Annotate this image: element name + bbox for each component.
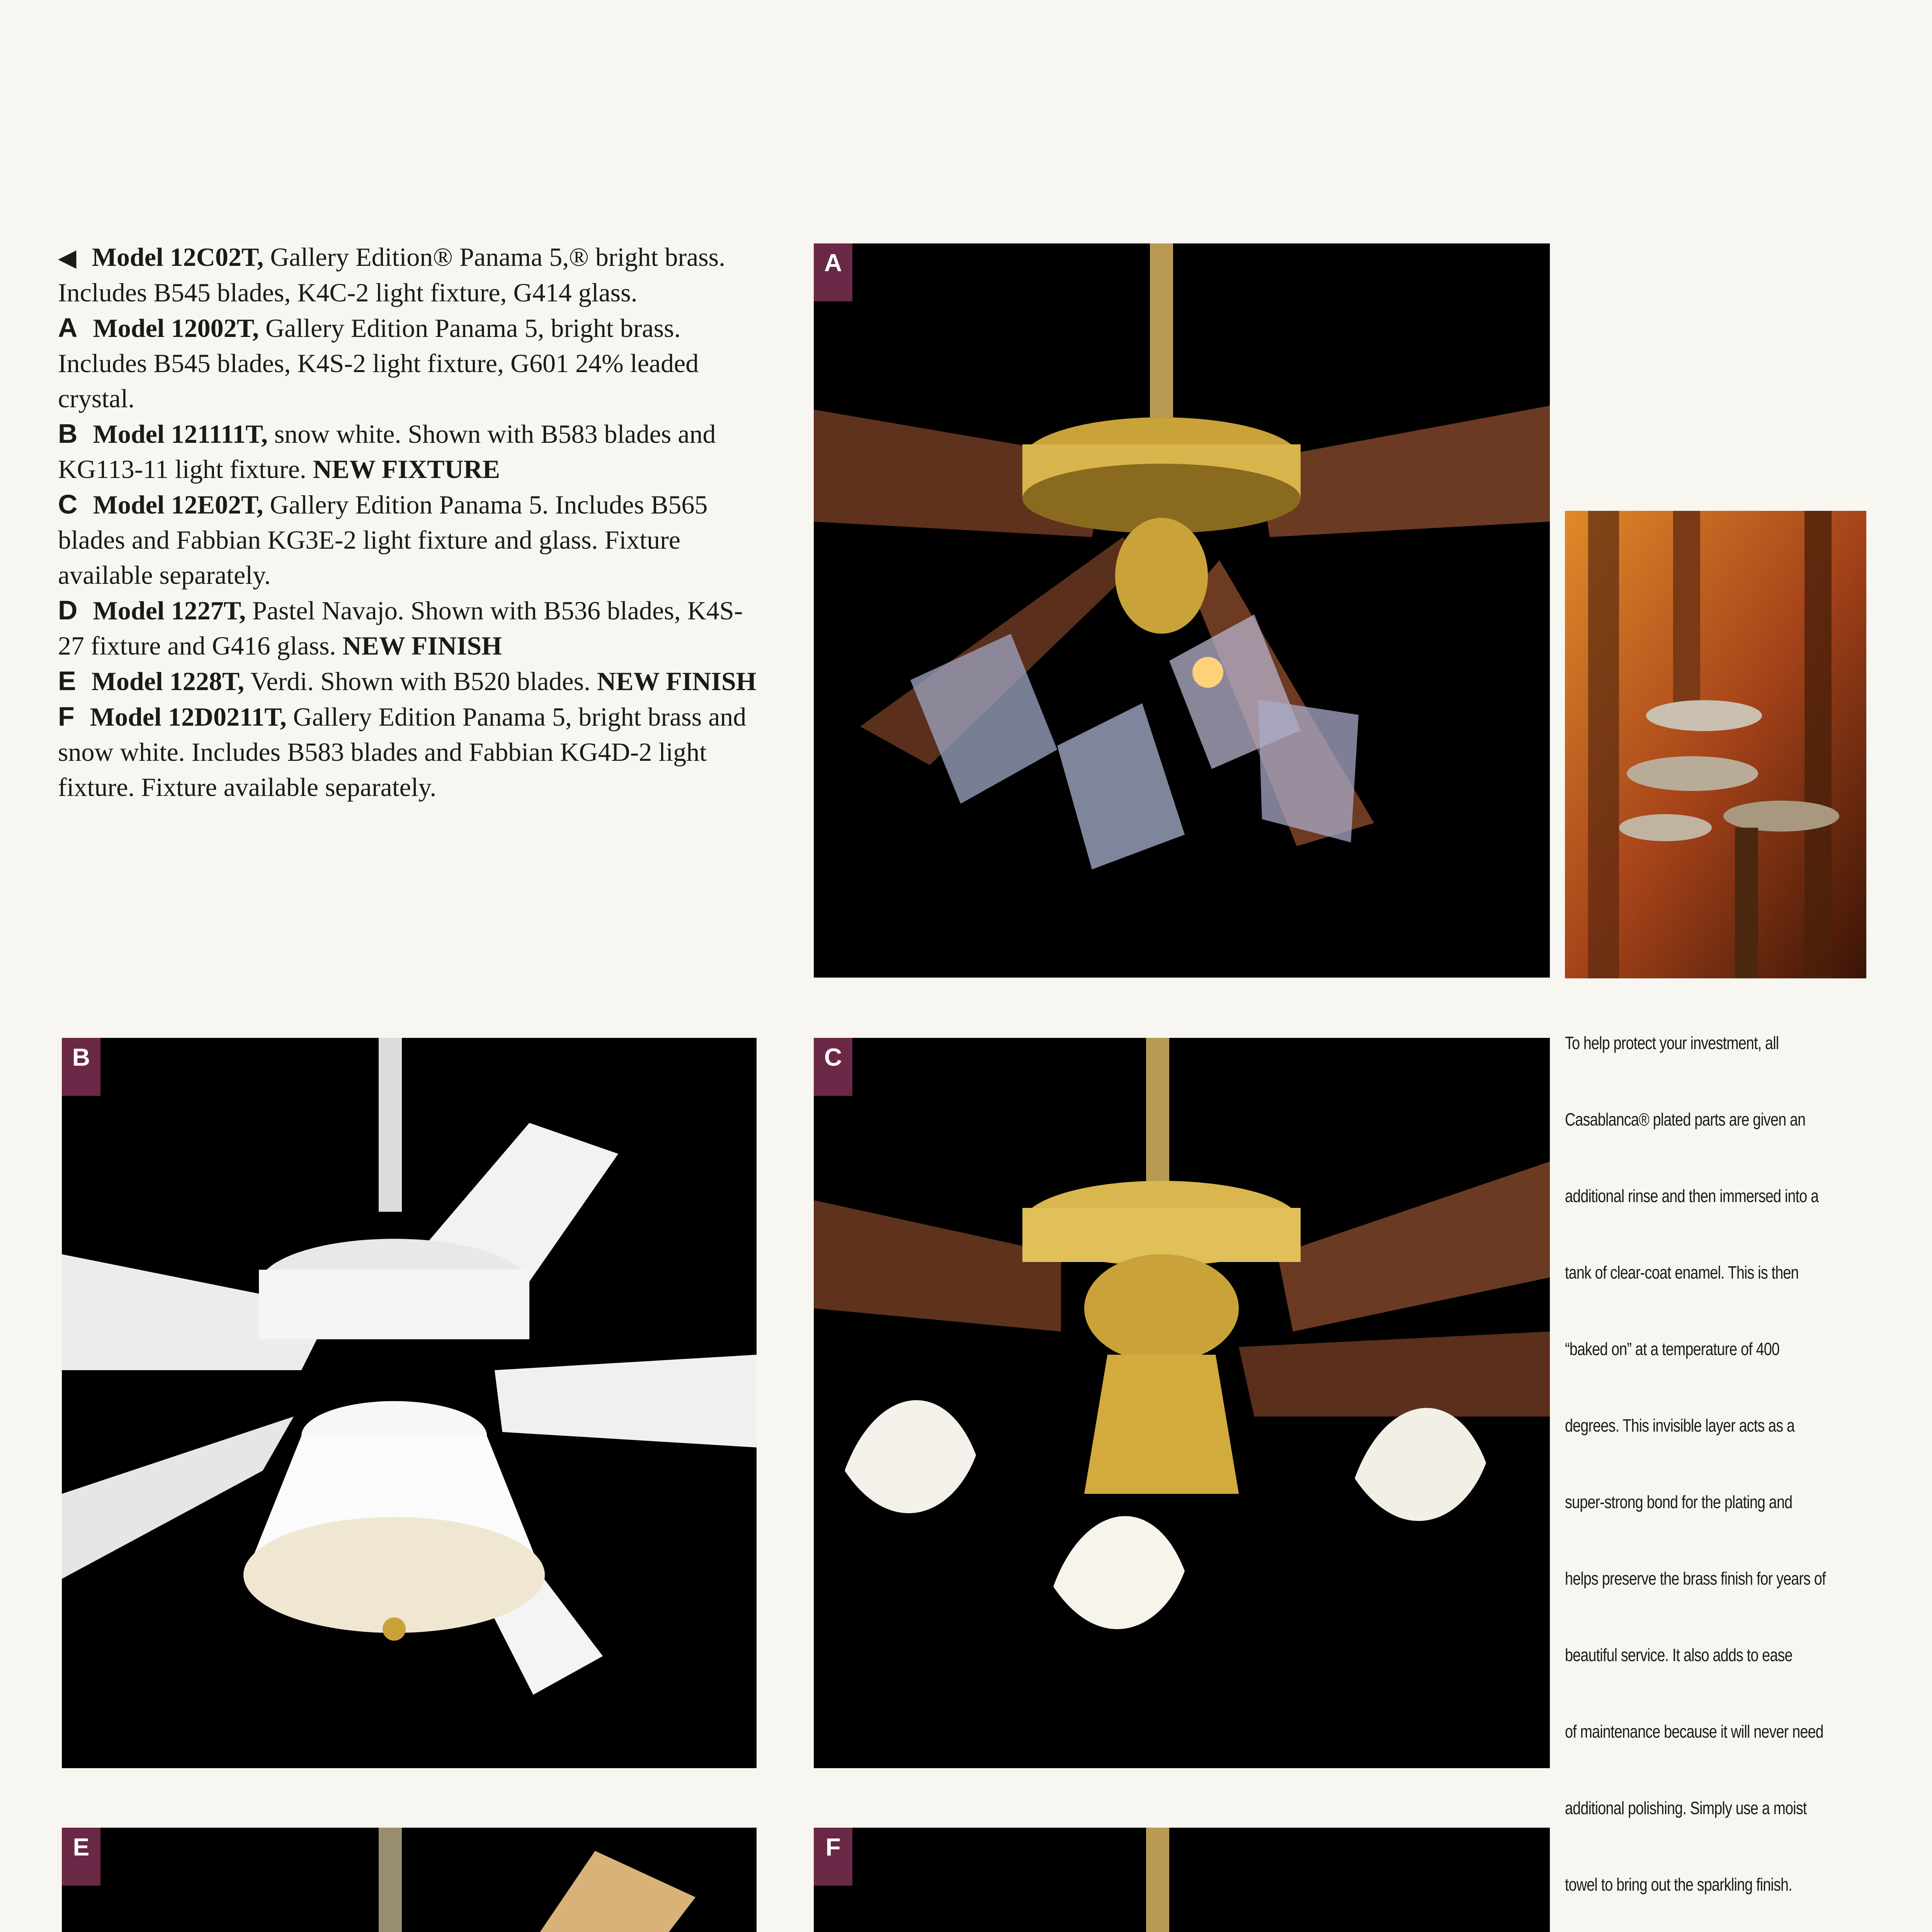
photo-plating-factory (1565, 511, 1866, 978)
fan-illustration (814, 243, 1550, 978)
fan-illustration (814, 1828, 1550, 1932)
sidebar-line: “baked on” at a temperature of 400 (1565, 1339, 1780, 1359)
sidebar-line: Casablanca® plated parts are given an (1565, 1109, 1806, 1129)
caption-item: F Model 12D0211T, Gallery Edition Panama 5, bright brass and snow white. Includes B583 blades and Fabbian KG4D-2 light fixture. Fixture available separately. (58, 701, 747, 802)
photo-label-c: C (814, 1038, 852, 1096)
photo-label-a: A (814, 243, 852, 301)
caption-item: A Model 12002T, Gallery Edition Panama 5, bright brass. Includes B545 blades, K4S-2 light fixture, G601 24% leaded crystal. (58, 313, 699, 413)
sidebar-line: super-strong bond for the plating and (1565, 1492, 1793, 1512)
fan-illustration (814, 1038, 1550, 1768)
caption-item: B Model 121111T, snow white. Shown with B583 blades and KG113-11 light fixture. NEW FIXTURE (58, 418, 716, 484)
photo-label-b: B (62, 1038, 100, 1096)
sidebar-line: additional rinse and then immersed into a (1565, 1186, 1819, 1206)
sidebar-line: additional polishing. Simply use a moist (1565, 1798, 1807, 1818)
caption-item: C Model 12E02T, Gallery Edition Panama 5. Includes B565 blades and Fabbian KG3E-2 light fixture and glass. Fixture available separately. (58, 489, 708, 590)
sidebar-line: helps preserve the brass finish for years of (1565, 1568, 1826, 1588)
sidebar-line: towel to bring out the sparkling finish. (1565, 1874, 1792, 1895)
photo-fan-e (62, 1828, 757, 1932)
photo-label-f: F (814, 1828, 852, 1886)
caption-item: D Model 1227T, Pastel Navajo. Shown with B536 blades, K4S-27 fixture and G416 glass. NEW FINISH (58, 595, 743, 660)
sidebar-line: beautiful service. It also adds to ease (1565, 1645, 1793, 1665)
caption-item: ◀ Model 12C02T, Gallery Edition® Panama 5,® bright brass. Includes B545 blades, K4C-2 light fixture, G414 glass. (58, 242, 726, 307)
plating-description (1565, 1005, 1920, 1923)
photo-fan-c (814, 1038, 1550, 1768)
sidebar-line: of maintenance because it will never need (1565, 1721, 1823, 1742)
sidebar-line: tank of clear-coat enamel. This is then (1565, 1262, 1799, 1282)
sidebar-line: To help protect your investment, all (1565, 1033, 1779, 1053)
sidebar-line: degrees. This invisible layer acts as a (1565, 1415, 1795, 1435)
fan-illustration (62, 1828, 757, 1932)
arrow-left-icon: ◀ (58, 243, 77, 272)
caption-item: E Model 1228T, Verdi. Shown with B520 blades. NEW FINISH (58, 666, 757, 696)
factory-illustration (1565, 511, 1866, 978)
photo-label-e: E (62, 1828, 100, 1886)
photo-fan-a (814, 243, 1550, 978)
photo-fan-f (814, 1828, 1550, 1932)
model-captions (58, 240, 769, 805)
fan-illustration (62, 1038, 757, 1768)
photo-fan-b (62, 1038, 757, 1768)
